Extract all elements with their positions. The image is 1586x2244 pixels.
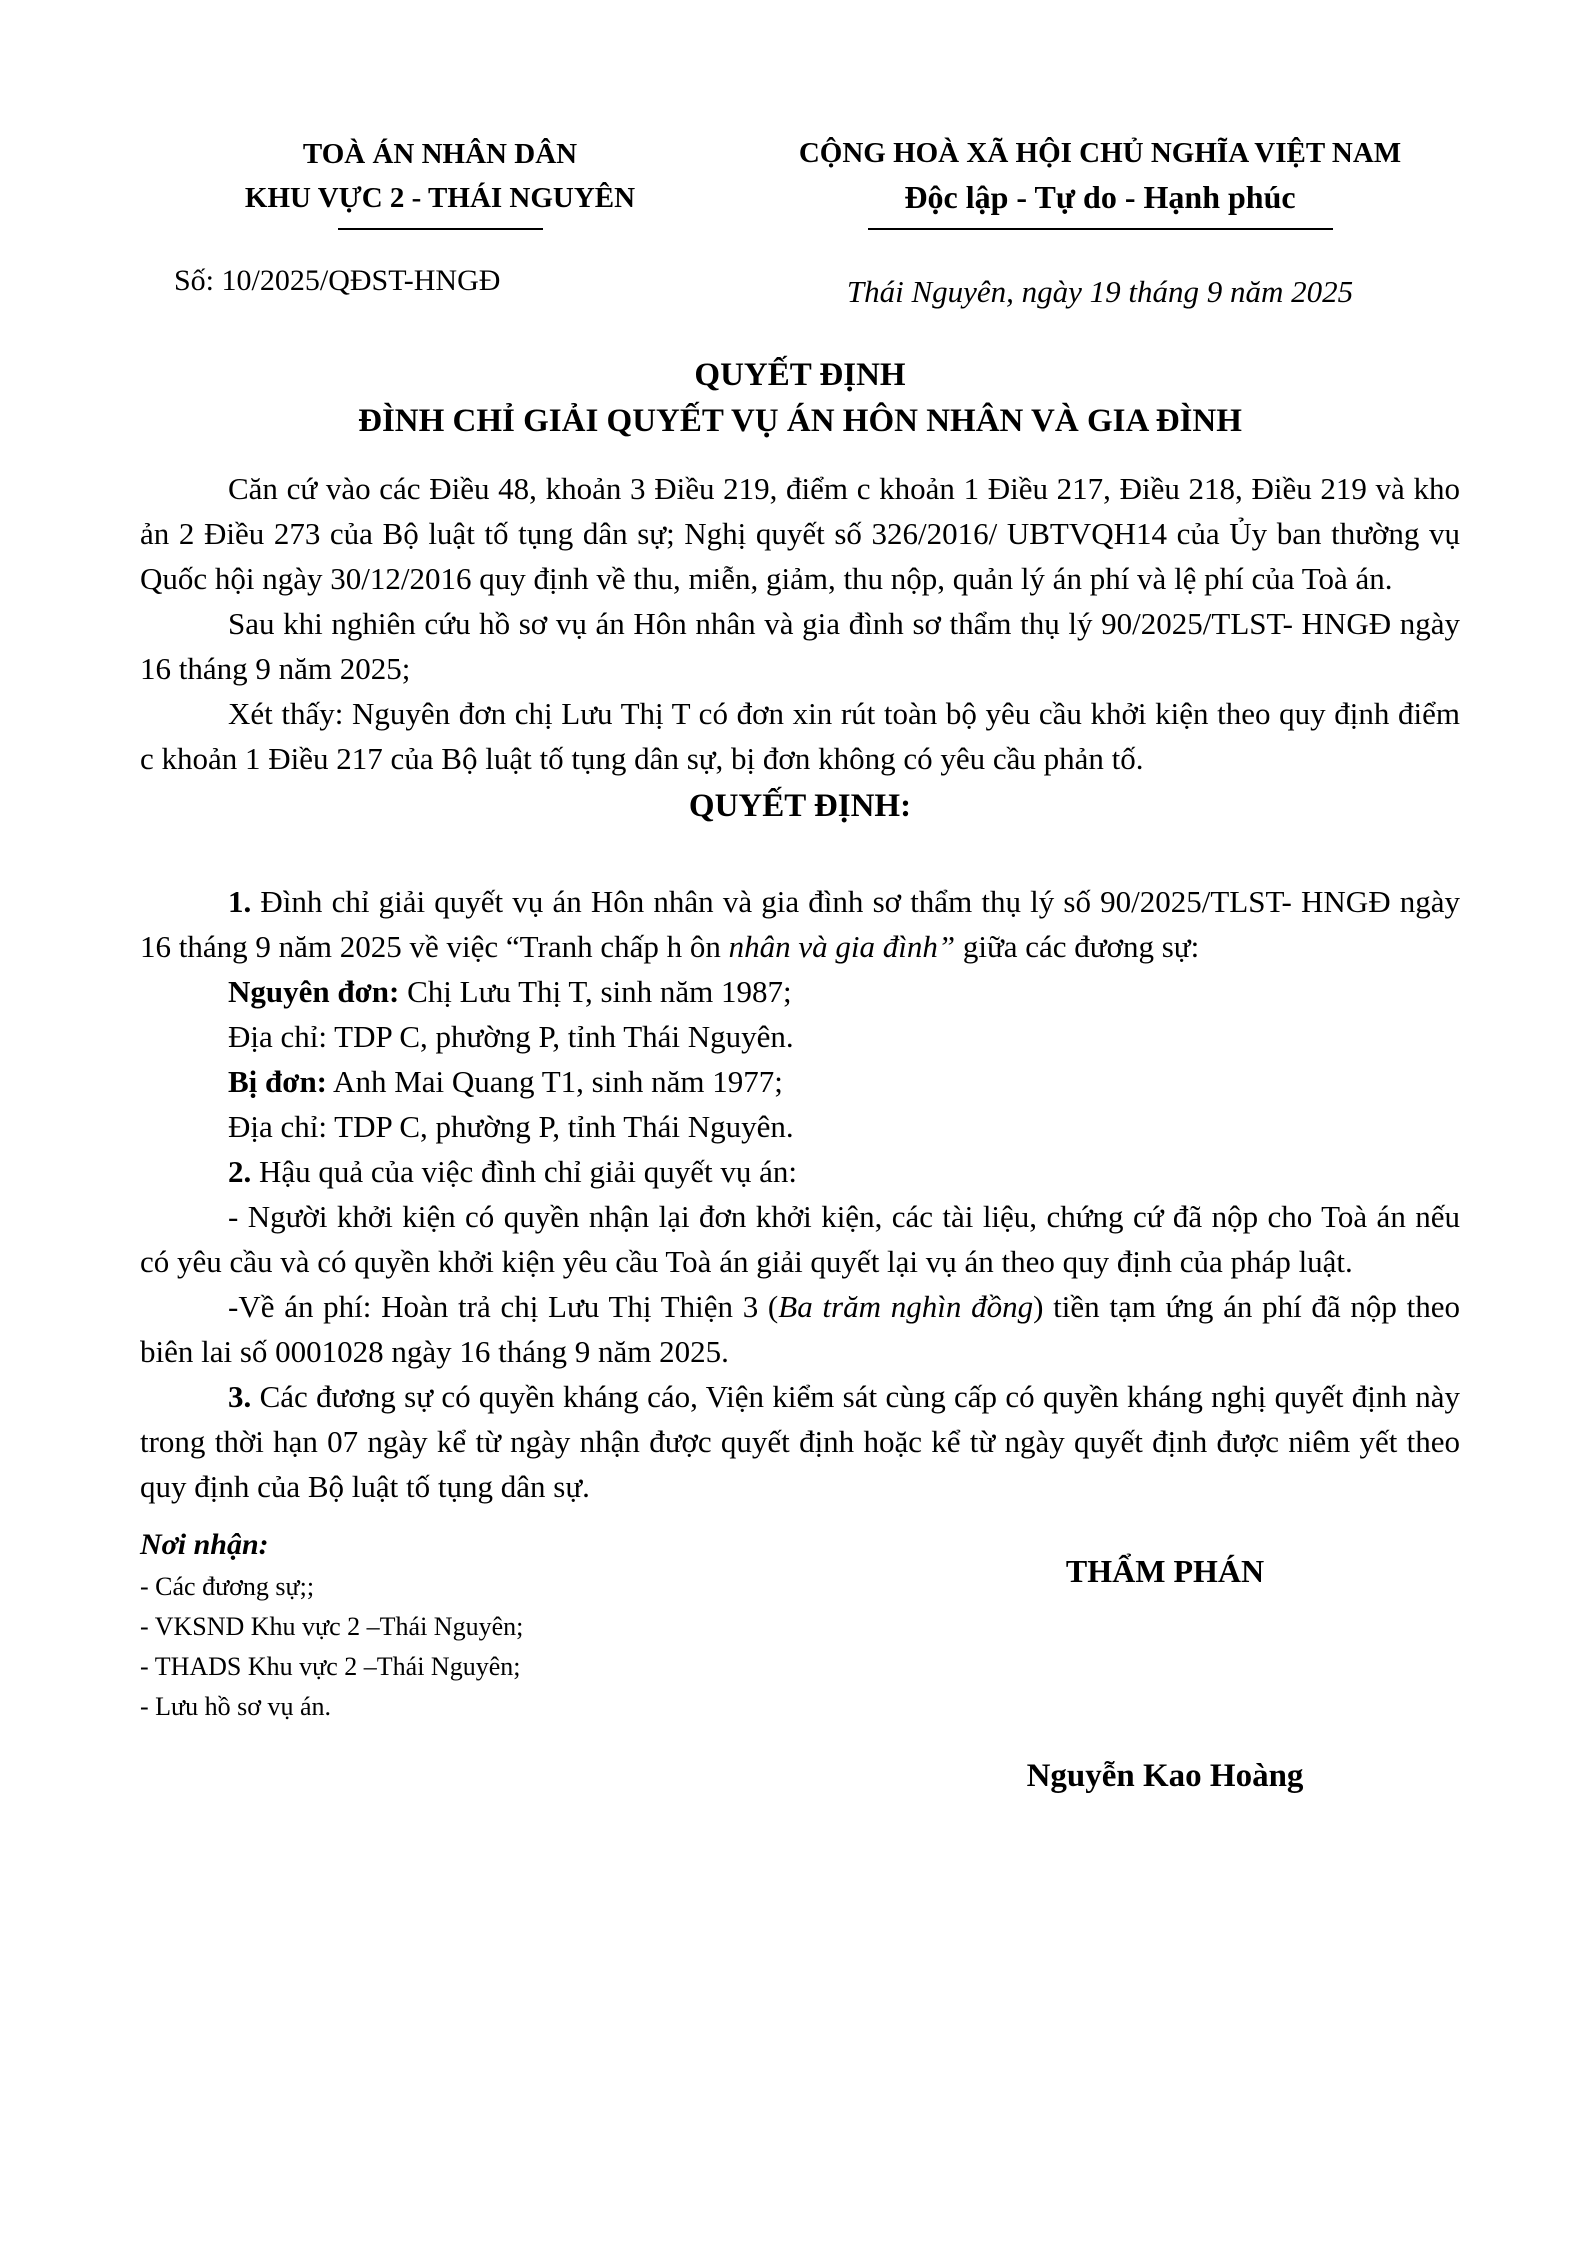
fee-paragraph <box>140 1284 1460 1374</box>
defendant-text: Anh Mai Quang T1, sinh năm 1977; <box>327 1064 783 1099</box>
national-header-block <box>740 132 1460 310</box>
national-motto-line1: CỘNG HOÀ XÃ HỘI CHỦ NGHĨA VIỆT NAM <box>798 137 1402 169</box>
court-name-line2: KHU VỰC 2 - THÁI NGUYÊN <box>244 182 636 214</box>
preamble-paragraph-1: Căn cứ vào các Điều 48, khoản 3 Điều 219, điểm c khoản 1 Điều 217, Điều 218, Điều 219 và kho ản 2 Điều 273 của Bộ luật tố tụng dân sự; Nghị quyết số 326/2016/ UBTVQH14 của Ủy ban thường vụ Quốc hội ngày 30/12/2016 quy định về thu, miễn, giảm, thu nộp, quản lý án phí và lệ phí của Toà án. <box>140 471 1460 596</box>
signer-title: THẨM PHÁN <box>1065 1553 1265 1589</box>
document-body <box>140 466 1460 1509</box>
issuing-court-block <box>140 132 740 310</box>
signer-name: Nguyễn Kao Hoàng <box>1026 1758 1304 1794</box>
decision-item-3 <box>140 1374 1460 1509</box>
fee-amount-italic: Ba trăm nghìn đồng <box>778 1289 1034 1324</box>
recipients-label: Nơi nhận: <box>140 1528 269 1561</box>
item1-number: 1. <box>228 884 252 919</box>
fee-text-pre: -Về án phí: Hoàn trả chị Lưu Thị Thiện 3 ( <box>228 1289 779 1324</box>
national-motto-line2: Độc lập - Tự do - Hạnh phúc <box>904 179 1296 215</box>
consequence-paragraph: - Người khởi kiện có quyền nhận lại đơn khởi kiện, các tài liệu, chứng cứ đã nộp cho Toà án nếu có yêu cầu và có quyền khởi kiện yêu cầu Toà án giải quyết lại vụ án theo quy định của pháp luật. <box>140 1199 1460 1279</box>
plaintiff-text: Chị Lưu Thị T, sinh năm 1987; <box>399 974 792 1009</box>
recipient-item: - Lưu hồ sơ vụ án. <box>140 1692 332 1721</box>
item2-number: 2. <box>228 1154 252 1189</box>
recipient-item: - Các đương sự;; <box>140 1572 315 1601</box>
plaintiff-line <box>140 969 1460 1014</box>
court-name-line1: TOÀ ÁN NHÂN DÂN <box>302 138 578 170</box>
plaintiff-address-line: Địa chỉ: TDP C, phường P, tỉnh Thái Nguyên. <box>228 1019 794 1054</box>
preamble-paragraph-3: Xét thấy: Nguyên đơn chị Lưu Thị T có đơn xin rút toàn bộ yêu cầu khởi kiện theo quy định điểm c khoản 1 Điều 217 của Bộ luật tố tụng dân sự, bị đơn không có yêu cầu phản tố. <box>140 696 1460 776</box>
item1-text-pre: Đình chỉ giải quyết vụ án Hôn nhân và gia đình sơ thẩm thụ lý số 90/2025/TLST- HNGĐ ngày 16 tháng 9 năm 2025 về việc “Tranh chấp h ôn <box>140 884 1460 964</box>
recipients-block <box>140 1523 523 1795</box>
decision-heading: QUYẾT ĐỊNH: <box>688 788 912 824</box>
place-date-line: Thái Nguyên, ngày 19 tháng 9 năm 2025 <box>846 274 1354 309</box>
motto-underline <box>868 228 1333 230</box>
item3-text: Các đương sự có quyền kháng cáo, Viện kiểm sát cùng cấp có quyền kháng nghị quyết định này trong thời hạn 07 ngày kể từ ngày nhận được quyết định hoặc kể từ ngày quyết định được niêm yết theo quy định của Bộ luật tố tụng dân sự. <box>140 1379 1460 1504</box>
item1-case-name-italic: nhân và gia đình” <box>728 929 956 964</box>
recipient-item: - THADS Khu vực 2 –Thái Nguyên; <box>140 1652 521 1681</box>
item2-text: Hậu quả của việc đình chỉ giải quyết vụ án: <box>251 1154 798 1189</box>
item1-text-tail: giữa các đương sự: <box>955 929 1200 964</box>
fee-text-tail: ) tiền tạm ứng án phí đã nộp theo biên lai số 0001028 ngày 16 tháng 9 năm 2025. <box>140 1289 1461 1369</box>
item3-number: 3. <box>228 1379 252 1414</box>
signature-block <box>870 1523 1460 1795</box>
document-header <box>140 132 1460 310</box>
title-line1: QUYẾT ĐỊNH <box>694 357 906 393</box>
recipient-item: - VKSND Khu vực 2 –Thái Nguyên; <box>140 1612 524 1641</box>
decision-item-1 <box>140 879 1460 969</box>
decision-item-2 <box>140 1149 1460 1194</box>
plaintiff-label: Nguyên đơn: <box>228 974 400 1009</box>
defendant-label: Bị đơn: <box>228 1064 328 1099</box>
document-number: Số: 10/2025/QĐST-HNGĐ <box>174 264 501 297</box>
preamble-paragraph-2: Sau khi nghiên cứu hồ sơ vụ án Hôn nhân và gia đình sơ thẩm thụ lý 90/2025/TLST- HNGĐ ngày 16 tháng 9 năm 2025; <box>140 606 1460 686</box>
document-title <box>140 352 1460 444</box>
defendant-line <box>140 1059 1460 1104</box>
title-line2: ĐÌNH CHỈ GIẢI QUYẾT VỤ ÁN HÔN NHÂN VÀ GIA ĐÌNH <box>358 403 1242 439</box>
court-underline <box>338 228 543 230</box>
document-footer <box>140 1523 1460 1795</box>
defendant-address-line: Địa chỉ: TDP C, phường P, tỉnh Thái Nguyên. <box>228 1109 794 1144</box>
